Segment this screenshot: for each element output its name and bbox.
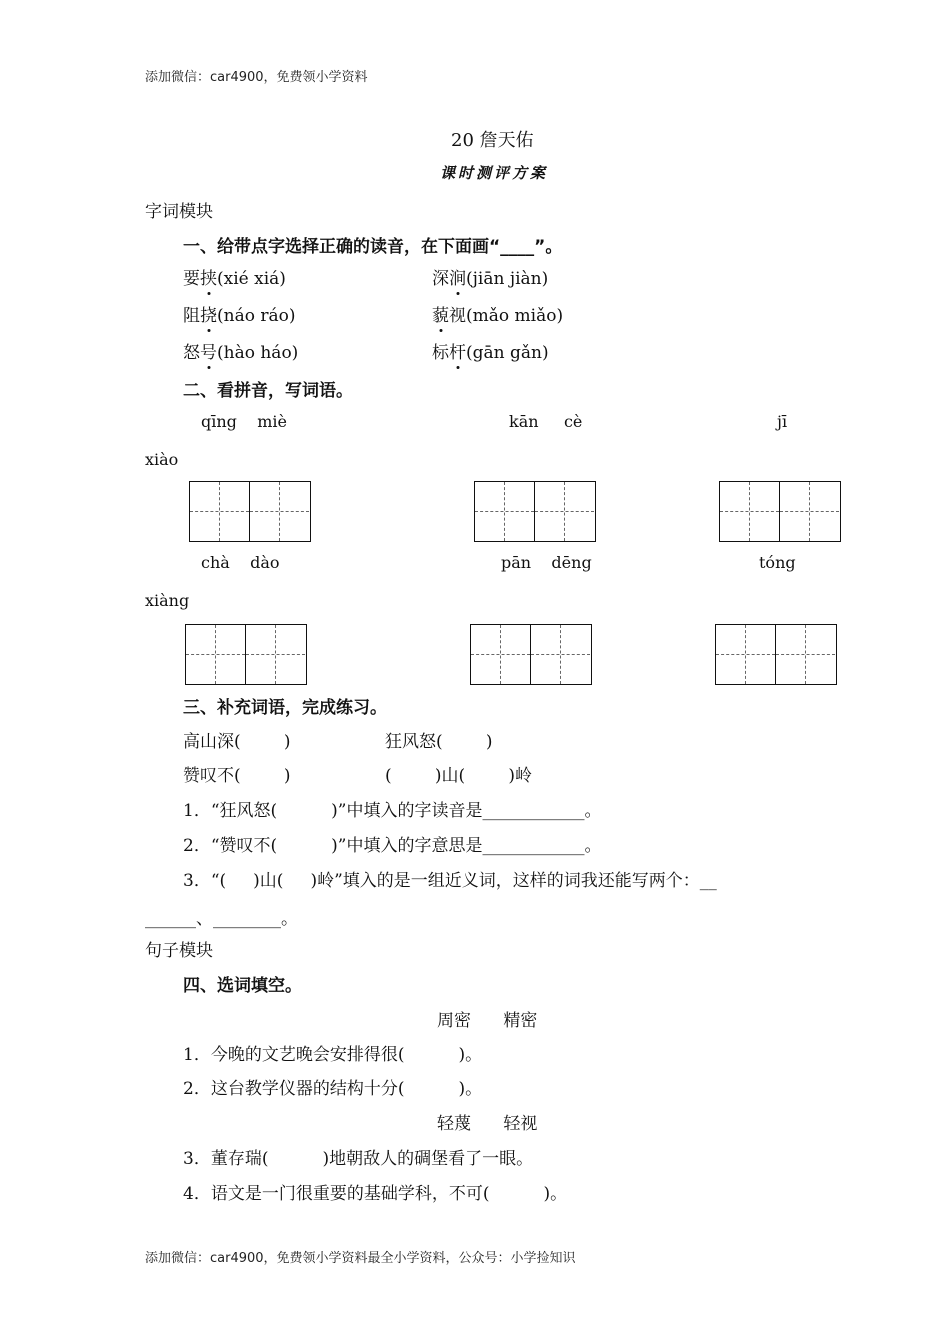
- q1-item-pinyin: (xié xiá): [217, 269, 286, 289]
- dotted-char: 涧: [449, 269, 466, 289]
- pinyin-label: kān cè: [509, 412, 583, 431]
- writing-grid[interactable]: [470, 624, 592, 685]
- pinyin-label: qīng miè: [201, 412, 288, 431]
- writing-grid[interactable]: [719, 481, 841, 542]
- pinyin-label: xiào: [145, 450, 179, 469]
- section-heading-words: 字词模块: [145, 202, 213, 222]
- q3-word: 狂风怒( ): [385, 732, 493, 752]
- dotted-char: 藐: [432, 306, 449, 326]
- q1-item-char: 怒: [183, 343, 200, 363]
- page-subtitle: 课时测评方案: [440, 164, 549, 182]
- word-options: 周密 精密: [437, 1011, 538, 1031]
- q3-word: 高山深( ): [183, 732, 291, 752]
- q1-item-char: 视: [449, 306, 466, 326]
- dotted-char: 挟: [200, 269, 217, 289]
- q3-sentence-cont: ______、________。: [145, 909, 298, 929]
- q4-sentence: 3．董存瑞( )地朝敌人的碉堡看了一眼。: [183, 1149, 534, 1169]
- q1-item-pinyin: (hào háo): [217, 343, 299, 363]
- dotted-char: 杆: [449, 343, 466, 363]
- writing-grid[interactable]: [189, 481, 311, 542]
- dotted-char: 挠: [200, 306, 217, 326]
- q3-sentence: 3．“( )山( )岭”填入的是一组近义词，这样的词我还能写两个：__: [183, 871, 717, 891]
- q1-item: [432, 338, 549, 363]
- writing-grid[interactable]: [185, 624, 307, 685]
- q1-item-char: 阻: [183, 306, 200, 326]
- page-header: 添加微信：car4900，免费领小学资料: [145, 70, 368, 85]
- q1-item: [432, 301, 563, 326]
- q4-sentence: 4．语文是一门很重要的基础学科，不可( )。: [183, 1184, 568, 1204]
- q1-item: [183, 301, 295, 326]
- writing-grid[interactable]: [474, 481, 596, 542]
- q1-item: [183, 338, 298, 363]
- question-2-title: 二、看拼音，写词语。: [183, 381, 353, 401]
- writing-grid[interactable]: [715, 624, 837, 685]
- question-1-title: 一、给带点字选择正确的读音，在下面画“____”。: [183, 237, 563, 257]
- dotted-char: 号: [200, 343, 217, 363]
- pinyin-label: xiàng: [145, 591, 190, 610]
- question-3-title: 三、补充词语，完成练习。: [183, 698, 387, 718]
- pinyin-label: chà dào: [201, 553, 280, 572]
- q1-item-pinyin: (náo ráo): [217, 306, 296, 326]
- pinyin-label: tóng: [759, 553, 796, 572]
- question-4-title: 四、选词填空。: [183, 976, 302, 996]
- pinyin-label: pān dēng: [501, 553, 592, 572]
- q1-item-char: 标: [432, 343, 449, 363]
- page-title: 20 詹天佑: [451, 130, 534, 151]
- q1-item: [183, 264, 286, 289]
- q4-sentence: 1．今晚的文艺晚会安排得很( )。: [183, 1045, 483, 1065]
- q1-item-pinyin: (gān gǎn): [466, 343, 549, 363]
- q1-item: [432, 264, 548, 289]
- pinyin-label: jī: [777, 412, 788, 431]
- word-options: 轻蔑 轻视: [437, 1114, 538, 1134]
- q1-item-pinyin: (jiān jiàn): [466, 269, 549, 289]
- page-footer: 添加微信：car4900，免费领小学资料最全小学资料，公众号：小学捡知识: [145, 1251, 576, 1266]
- q3-word: ( )山( )岭: [385, 766, 532, 786]
- q3-word: 赞叹不( ): [183, 766, 291, 786]
- q1-item-char: 深: [432, 269, 449, 289]
- q3-sentence: 1．“狂风怒( )”中填入的字读音是____________。: [183, 801, 602, 821]
- q1-item-pinyin: (mǎo miǎo): [466, 306, 564, 326]
- q4-sentence: 2．这台教学仪器的结构十分( )。: [183, 1079, 483, 1099]
- q1-item-char: 要: [183, 269, 200, 289]
- section-heading-sentences: 句子模块: [145, 941, 213, 961]
- q3-sentence: 2．“赞叹不( )”中填入的字意思是____________。: [183, 836, 602, 856]
